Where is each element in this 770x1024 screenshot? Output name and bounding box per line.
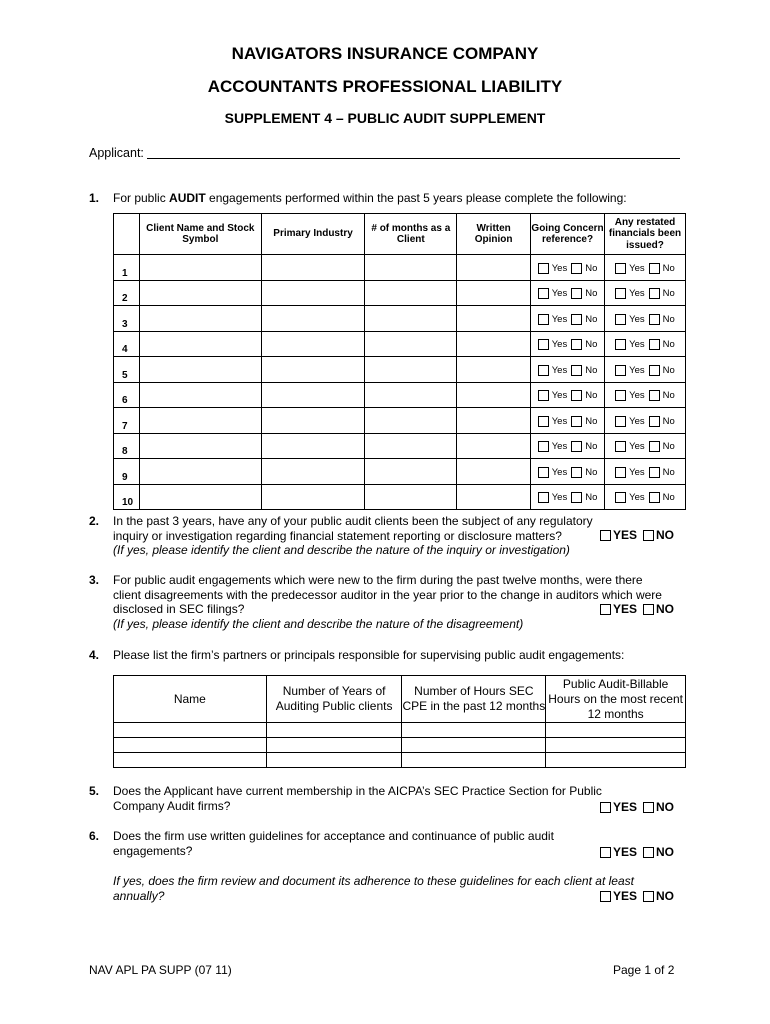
yes-label: Yes: [551, 339, 568, 350]
column-header: Number of Hours SEC CPE in the past 12 months: [402, 676, 546, 723]
restated-financials-yes-checkbox[interactable]: [615, 441, 626, 452]
table-cell[interactable]: [402, 738, 546, 753]
q5-no-checkbox[interactable]: [643, 802, 654, 813]
q1-text: For public AUDIT engagements performed within the past 5 years please complete the following:: [113, 191, 627, 205]
no-label: No: [662, 288, 675, 299]
primary-industry-cell[interactable]: [261, 433, 365, 459]
primary-industry-cell[interactable]: [261, 331, 365, 357]
yes-label: YES: [613, 889, 638, 903]
going-concern-no-checkbox[interactable]: [571, 263, 582, 274]
no-label: No: [662, 364, 675, 376]
no-label: No: [662, 441, 675, 452]
restated-financials-yes-checkbox[interactable]: [615, 263, 626, 274]
q6-number: 6.: [89, 829, 100, 843]
restated-financials-yes-checkbox[interactable]: [615, 492, 626, 503]
yes-label: Yes: [551, 415, 568, 427]
no-label: No: [585, 466, 598, 478]
going-concern-cell: [531, 357, 605, 383]
table-header-row: [114, 214, 686, 255]
q6-followup-no-checkbox[interactable]: [643, 891, 654, 902]
client-name-cell[interactable]: [139, 484, 261, 510]
no-label: No: [662, 339, 675, 350]
going-concern-yes-checkbox[interactable]: [538, 263, 549, 274]
q6-no-checkbox[interactable]: [643, 847, 654, 858]
months-client-cell[interactable]: [365, 459, 457, 485]
restated-financials-no-checkbox[interactable]: [649, 416, 660, 427]
restated-financials-cell: [605, 382, 686, 408]
going-concern-yes-checkbox[interactable]: [538, 467, 549, 478]
column-header: Any restated financials been issued?: [605, 214, 686, 255]
column-header: Public Audit-Billable Hours on the most recent 12 months: [546, 676, 686, 723]
written-opinion-cell[interactable]: [457, 408, 531, 434]
going-concern-yes-checkbox[interactable]: [538, 314, 549, 325]
client-name-cell[interactable]: [139, 408, 261, 434]
restated-financials-cell: [605, 357, 686, 383]
client-name-cell[interactable]: [139, 280, 261, 306]
no-label: NO: [656, 800, 675, 814]
going-concern-no-checkbox[interactable]: [571, 467, 582, 478]
yes-label: Yes: [551, 364, 568, 376]
going-concern-yes-checkbox[interactable]: [538, 441, 549, 452]
column-header: Going Concern reference?: [531, 214, 605, 255]
supplement-title: SUPPLEMENT 4 – PUBLIC AUDIT SUPPLEMENT: [224, 110, 546, 126]
restated-financials-no-checkbox[interactable]: [649, 263, 660, 274]
q6-yes-checkbox[interactable]: [600, 847, 611, 858]
restated-financials-yes-checkbox[interactable]: [615, 288, 626, 299]
row-number: 10: [114, 484, 140, 510]
q6-yes-no: [600, 845, 674, 859]
going-concern-cell: [531, 433, 605, 459]
company-title: NAVIGATORS INSURANCE COMPANY: [231, 44, 539, 63]
table-row: [114, 408, 686, 434]
q2-yes-checkbox[interactable]: [600, 530, 611, 541]
partners-table: [113, 675, 686, 768]
no-label: NO: [656, 845, 675, 859]
table-row: [114, 306, 686, 332]
months-client-cell[interactable]: [365, 484, 457, 510]
restated-financials-no-checkbox[interactable]: [649, 314, 660, 325]
no-label: No: [662, 492, 675, 503]
row-number: 6: [114, 382, 140, 408]
yes-label: Yes: [629, 339, 645, 350]
written-opinion-cell[interactable]: [457, 255, 531, 281]
column-header: Number of Years of Auditing Public clients: [266, 676, 402, 723]
q6-followup: If yes, does the firm review and document its adherence to these guidelines for each client at least annually?: [113, 874, 634, 903]
restated-financials-yes-checkbox[interactable]: [615, 365, 626, 376]
going-concern-cell: [531, 382, 605, 408]
months-client-cell[interactable]: [365, 408, 457, 434]
primary-industry-cell[interactable]: [261, 357, 365, 383]
no-label: No: [662, 390, 675, 401]
going-concern-cell: [531, 255, 605, 281]
going-concern-cell: [531, 306, 605, 332]
q3-yes-checkbox[interactable]: [600, 604, 611, 615]
q2-text: In the past 3 years, have any of your public audit clients been the subject of any regulatory inquiry or investigation regarding financial statement reporting or disclosure matters?: [113, 514, 593, 543]
yes-label: YES: [613, 845, 638, 859]
restated-financials-cell: [605, 433, 686, 459]
applicant-field[interactable]: [147, 158, 680, 159]
going-concern-cell: [531, 484, 605, 510]
column-header: Written Opinion: [457, 214, 531, 255]
yes-label: YES: [613, 602, 638, 616]
months-client-cell[interactable]: [365, 280, 457, 306]
written-opinion-cell[interactable]: [457, 433, 531, 459]
q3-yes-no: [600, 602, 674, 616]
q6-followup-yes-checkbox[interactable]: [600, 891, 611, 902]
primary-industry-cell[interactable]: [261, 382, 365, 408]
q6-text: Does the firm use written guidelines for acceptance and continuance of public audit engagements?: [113, 829, 554, 858]
no-label: No: [585, 441, 598, 452]
restated-financials-cell: [605, 459, 686, 485]
written-opinion-cell[interactable]: [457, 382, 531, 408]
q3-text: For public audit engagements which were new to the firm during the past twelve months, were there client disagreements with the predecessor auditor in the year prior to the change in auditors which were disclosed in SEC filings?: [113, 573, 662, 616]
table-cell[interactable]: [402, 753, 546, 768]
client-name-cell[interactable]: [139, 306, 261, 332]
row-number: 3: [114, 306, 140, 332]
table-cell[interactable]: [546, 738, 686, 753]
no-label: No: [585, 313, 598, 325]
table-row: [114, 484, 686, 510]
q3-no-checkbox[interactable]: [643, 604, 654, 615]
primary-industry-cell[interactable]: [261, 408, 365, 434]
going-concern-yes-checkbox[interactable]: [538, 492, 549, 503]
primary-industry-cell[interactable]: [261, 306, 365, 332]
no-label: No: [662, 313, 675, 325]
restated-financials-cell: [605, 306, 686, 332]
no-label: No: [662, 466, 675, 478]
client-name-cell[interactable]: [139, 255, 261, 281]
yes-label: Yes: [629, 262, 645, 274]
going-concern-yes-checkbox[interactable]: [538, 288, 549, 299]
table-cell[interactable]: [266, 723, 402, 738]
table-row: [114, 331, 686, 357]
q4-number: 4.: [89, 648, 100, 662]
yes-label: Yes: [629, 313, 645, 325]
column-header: Name: [114, 676, 267, 723]
client-name-cell[interactable]: [139, 433, 261, 459]
going-concern-yes-checkbox[interactable]: [538, 390, 549, 401]
no-label: No: [585, 262, 598, 274]
q3-number: 3.: [89, 573, 100, 587]
no-label: NO: [656, 889, 675, 903]
table-body: [114, 255, 686, 510]
restated-financials-cell: [605, 408, 686, 434]
restated-financials-yes-checkbox[interactable]: [615, 416, 626, 427]
going-concern-yes-checkbox[interactable]: [538, 365, 549, 376]
q5-yes-checkbox[interactable]: [600, 802, 611, 813]
months-client-cell[interactable]: [365, 255, 457, 281]
table-cell[interactable]: [114, 753, 267, 768]
no-label: No: [585, 415, 598, 427]
yes-label: Yes: [629, 492, 645, 503]
q5-number: 5.: [89, 784, 100, 798]
table-row: [114, 433, 686, 459]
form-id: NAV APL PA SUPP (07 11): [89, 963, 232, 977]
client-name-cell[interactable]: [139, 357, 261, 383]
primary-industry-cell[interactable]: [261, 280, 365, 306]
q5-yes-no: [600, 800, 674, 814]
client-name-cell[interactable]: [139, 331, 261, 357]
restated-financials-no-checkbox[interactable]: [649, 441, 660, 452]
primary-industry-cell[interactable]: [261, 484, 365, 510]
q2-yes-no: [600, 528, 674, 542]
yes-label: Yes: [629, 466, 645, 478]
restated-financials-cell: [605, 484, 686, 510]
months-client-cell[interactable]: [365, 433, 457, 459]
column-header: Client Name and Stock Symbol: [139, 214, 261, 255]
restated-financials-yes-checkbox[interactable]: [615, 339, 626, 350]
table-cell[interactable]: [114, 723, 267, 738]
no-label: No: [585, 390, 598, 401]
table-cell[interactable]: [266, 753, 402, 768]
months-client-cell[interactable]: [365, 306, 457, 332]
q2-number: 2.: [89, 514, 100, 528]
row-number: 1: [114, 255, 140, 281]
no-label: No: [585, 339, 598, 350]
going-concern-yes-checkbox[interactable]: [538, 339, 549, 350]
q2-note: (If yes, please identify the client and describe the nature of the inquiry or investigation): [113, 543, 570, 557]
yes-label: Yes: [629, 390, 645, 401]
yes-label: YES: [613, 800, 638, 814]
months-client-cell[interactable]: [365, 357, 457, 383]
table-row: [114, 255, 686, 281]
table-cell[interactable]: [114, 738, 267, 753]
written-opinion-cell[interactable]: [457, 331, 531, 357]
restated-financials-cell: [605, 280, 686, 306]
row-number-header: [114, 214, 140, 255]
row-number: 7: [114, 408, 140, 434]
q6-followup-yes-no: [600, 889, 674, 903]
column-header: Primary Industry: [261, 214, 365, 255]
restated-financials-no-checkbox[interactable]: [649, 288, 660, 299]
yes-label: Yes: [551, 262, 568, 274]
client-name-cell[interactable]: [139, 459, 261, 485]
restated-financials-no-checkbox[interactable]: [649, 365, 660, 376]
yes-label: Yes: [551, 466, 568, 478]
written-opinion-cell[interactable]: [457, 459, 531, 485]
restated-financials-no-checkbox[interactable]: [649, 390, 660, 401]
primary-industry-cell[interactable]: [261, 459, 365, 485]
yes-label: Yes: [551, 288, 568, 299]
q2-no-checkbox[interactable]: [643, 530, 654, 541]
client-name-cell[interactable]: [139, 382, 261, 408]
table-cell[interactable]: [546, 753, 686, 768]
table-row: [114, 280, 686, 306]
table-cell[interactable]: [402, 723, 546, 738]
going-concern-cell: [531, 280, 605, 306]
going-concern-no-checkbox[interactable]: [571, 288, 582, 299]
yes-label: Yes: [551, 390, 568, 401]
audit-engagements-table: [113, 213, 686, 510]
table-row: [114, 357, 686, 383]
page-number: Page 1 of 2: [613, 963, 675, 977]
no-label: No: [585, 288, 598, 299]
row-number: 8: [114, 433, 140, 459]
table-cell[interactable]: [266, 738, 402, 753]
going-concern-no-checkbox[interactable]: [571, 441, 582, 452]
table-header-row: [114, 676, 686, 723]
written-opinion-cell[interactable]: [457, 280, 531, 306]
table-cell[interactable]: [546, 723, 686, 738]
yes-label: Yes: [629, 415, 645, 427]
table-row: [114, 723, 686, 738]
no-label: No: [585, 364, 598, 376]
going-concern-no-checkbox[interactable]: [571, 365, 582, 376]
months-client-cell[interactable]: [365, 382, 457, 408]
q1-number: 1.: [89, 191, 100, 205]
no-label: NO: [656, 528, 675, 542]
yes-label: Yes: [551, 441, 568, 452]
restated-financials-no-checkbox[interactable]: [649, 492, 660, 503]
restated-financials-yes-checkbox[interactable]: [615, 467, 626, 478]
yes-label: Yes: [551, 492, 568, 503]
going-concern-cell: [531, 408, 605, 434]
table-row: [114, 459, 686, 485]
restated-financials-cell: [605, 331, 686, 357]
going-concern-cell: [531, 459, 605, 485]
going-concern-no-checkbox[interactable]: [571, 314, 582, 325]
table-row: [114, 753, 686, 768]
row-number: 4: [114, 331, 140, 357]
primary-industry-cell[interactable]: [261, 255, 365, 281]
restated-financials-yes-checkbox[interactable]: [615, 390, 626, 401]
restated-financials-no-checkbox[interactable]: [649, 339, 660, 350]
q4-text: Please list the firm’s partners or principals responsible for supervising public audit engagements:: [113, 648, 625, 662]
no-label: No: [662, 415, 675, 427]
no-label: No: [585, 492, 598, 503]
product-title: ACCOUNTANTS PROFESSIONAL LIABILITY: [207, 77, 563, 96]
q5-text: Does the Applicant have current membership in the AICPA’s SEC Practice Section for Public Company Audit firms?: [113, 784, 602, 813]
months-client-cell[interactable]: [365, 331, 457, 357]
restated-financials-no-checkbox[interactable]: [649, 467, 660, 478]
yes-label: Yes: [629, 441, 645, 452]
column-header: # of months as a Client: [365, 214, 457, 255]
going-concern-cell: [531, 331, 605, 357]
yes-label: Yes: [629, 288, 645, 299]
no-label: No: [662, 262, 675, 274]
going-concern-no-checkbox[interactable]: [571, 390, 582, 401]
yes-label: Yes: [629, 364, 645, 376]
going-concern-yes-checkbox[interactable]: [538, 416, 549, 427]
going-concern-no-checkbox[interactable]: [571, 492, 582, 503]
q3-note: (If yes, please identify the client and describe the nature of the disagreement): [113, 617, 524, 631]
yes-label: YES: [613, 528, 638, 542]
no-label: NO: [656, 602, 675, 616]
restated-financials-cell: [605, 255, 686, 281]
table-row: [114, 738, 686, 753]
row-number: 5: [114, 357, 140, 383]
going-concern-no-checkbox[interactable]: [571, 416, 582, 427]
going-concern-no-checkbox[interactable]: [571, 339, 582, 350]
table-row: [114, 382, 686, 408]
written-opinion-cell[interactable]: [457, 484, 531, 510]
written-opinion-cell[interactable]: [457, 357, 531, 383]
written-opinion-cell[interactable]: [457, 306, 531, 332]
restated-financials-yes-checkbox[interactable]: [615, 314, 626, 325]
row-number: 2: [114, 280, 140, 306]
row-number: 9: [114, 459, 140, 485]
applicant-label: Applicant:: [89, 146, 144, 160]
yes-label: Yes: [551, 313, 568, 325]
